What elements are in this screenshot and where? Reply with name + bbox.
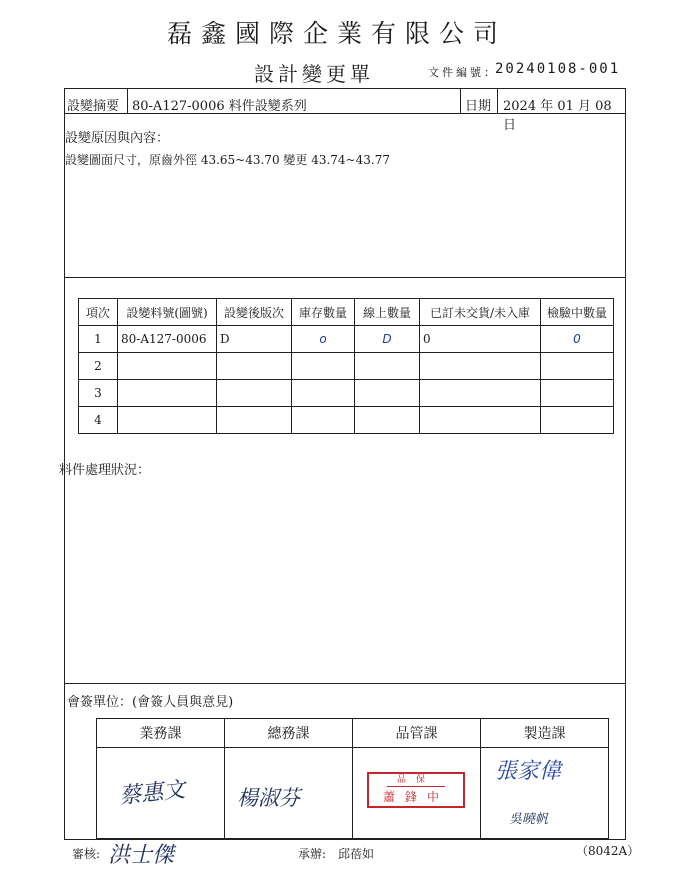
cell (118, 407, 217, 434)
date-value: 2024 年 01 月 08 日 (503, 99, 612, 133)
cell-handwritten: o (292, 326, 355, 353)
summary-value: 80-A127-0006 料件設變系列 (132, 99, 307, 114)
dept-manufacturing: 製造課 (481, 719, 609, 748)
cell (355, 380, 420, 407)
signature: 楊淑芬 (237, 786, 300, 810)
cell (355, 353, 420, 380)
summary-label: 設變摘要 (67, 99, 120, 114)
cell (420, 380, 541, 407)
cell (541, 353, 614, 380)
qa-stamp (367, 772, 465, 808)
cell (355, 407, 420, 434)
col-header: 設變後版次 (217, 299, 292, 326)
signature-cell (97, 748, 225, 839)
signature-cell (481, 748, 609, 839)
cell (217, 353, 292, 380)
cell (118, 353, 217, 380)
signature-cell (353, 748, 481, 839)
form-title: 設計變更單 (254, 62, 374, 86)
stamp-top: 品保 (387, 774, 445, 787)
cell: 3 (79, 380, 118, 407)
dept-general-affairs: 總務課 (225, 719, 353, 748)
stamp-name: 蕭鋒中 (382, 790, 449, 804)
cell: 80-A127-0006 (118, 326, 217, 353)
signature-cell (225, 748, 353, 839)
cell (292, 380, 355, 407)
signature: 張家偉 (495, 759, 562, 784)
company-name: 磊鑫國際企業有限公司 (166, 19, 507, 48)
review-signature: 洪士傑 (108, 843, 175, 868)
material-handling-label: 料件處理狀況： (59, 463, 151, 478)
cell (541, 407, 614, 434)
cell (118, 380, 217, 407)
items-table (78, 298, 614, 434)
signature: 蔡惠文 (118, 777, 187, 810)
handler-label: 承辦: (298, 847, 327, 861)
doc-number: 20240108-001 (495, 61, 621, 77)
cell (420, 407, 541, 434)
cell (292, 353, 355, 380)
cell-handwritten: 0 (541, 326, 614, 353)
cell: 0 (420, 326, 541, 353)
dept-sales: 業務課 (97, 719, 225, 748)
cell: 2 (79, 353, 118, 380)
col-header: 線上數量 (355, 299, 420, 326)
reason-label: 設變原因與內容： (65, 131, 170, 146)
cell: 4 (79, 407, 118, 434)
date-label: 日期 (465, 99, 492, 114)
dept-quality: 品管課 (353, 719, 481, 748)
table-row (79, 326, 614, 353)
cell (420, 353, 541, 380)
table-header-row (79, 299, 614, 326)
cell (541, 380, 614, 407)
cell: D (217, 326, 292, 353)
countersign-table (96, 718, 609, 839)
table-row (79, 353, 614, 380)
col-header: 檢驗中數量 (541, 299, 614, 326)
col-header: 已訂未交貨/未入庫 (420, 299, 541, 326)
col-header: 設變料號(圖號) (118, 299, 217, 326)
table-row (79, 380, 614, 407)
signature: 吳曉帆 (509, 812, 549, 827)
cell: 1 (79, 326, 118, 353)
countersign-label: 會簽單位：(會簽人員與意見) (67, 695, 234, 710)
doc-number-label: 文件編號： (428, 66, 498, 79)
col-header: 項次 (79, 299, 118, 326)
cell (217, 380, 292, 407)
cell (292, 407, 355, 434)
form-code: （8042A） (576, 844, 640, 858)
cell (217, 407, 292, 434)
reason-text: 設變圖面尺寸，原齒外徑 43.65~43.70 變更 43.74~43.77 (65, 153, 390, 167)
table-row (79, 407, 614, 434)
col-header: 庫存數量 (292, 299, 355, 326)
handler-name: 邱蓓如 (338, 847, 375, 861)
review-label: 審核: (72, 847, 101, 861)
cell-handwritten: D (355, 326, 420, 353)
